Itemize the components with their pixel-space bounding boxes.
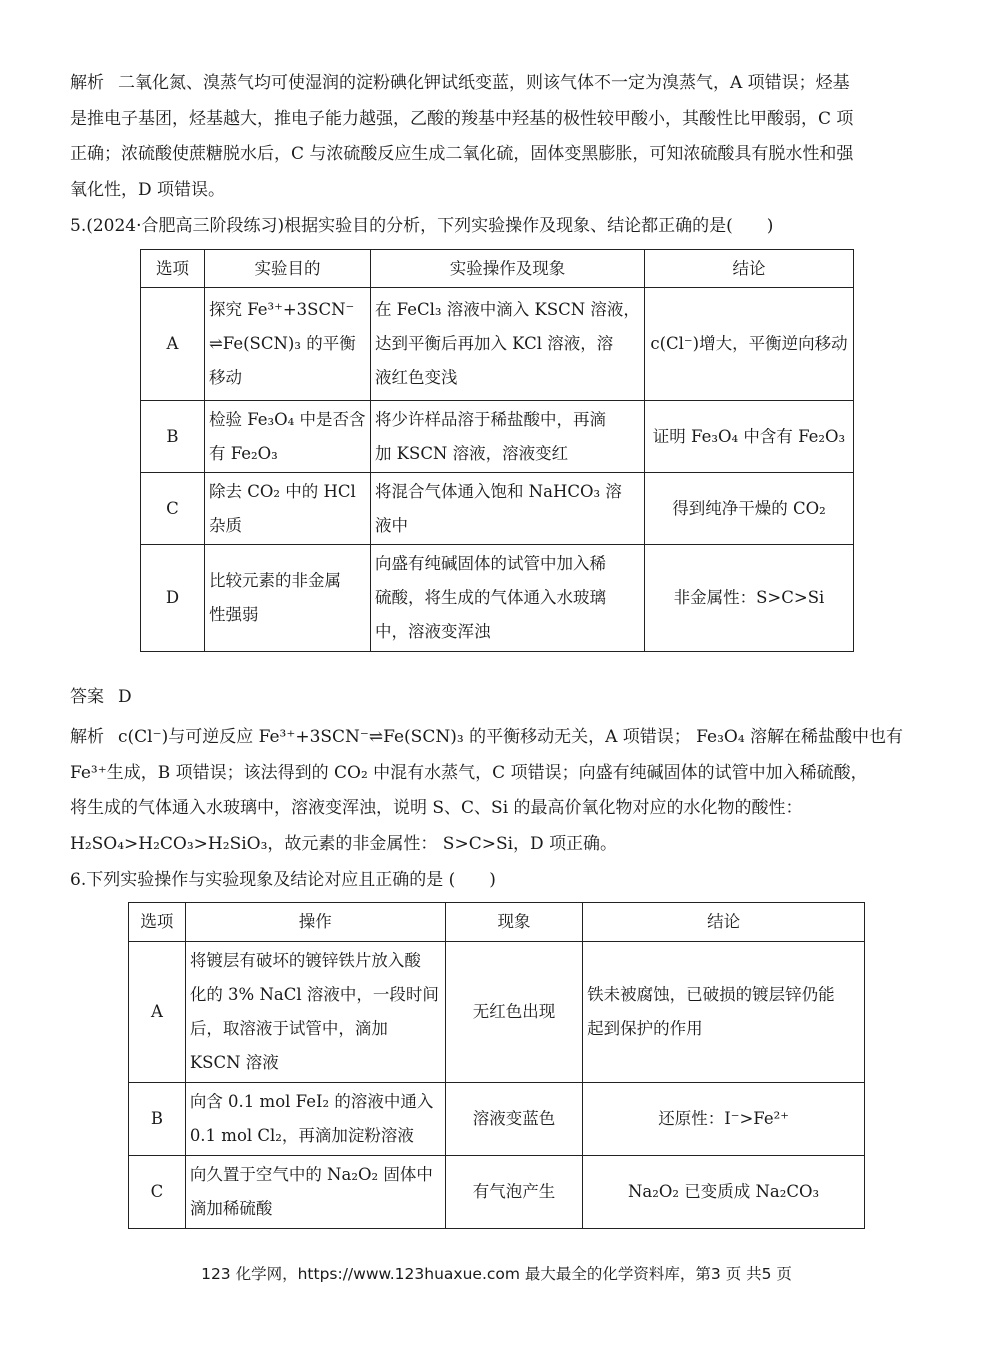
table-row bbox=[129, 1083, 865, 1156]
analysis-line: H₂SO₄>H₂CO₃>H₂SiO₃，故元素的非金属性： S>C>Si，D 项正确。 bbox=[70, 833, 618, 854]
option-cell: C bbox=[141, 473, 205, 545]
operation-cell: 向含 0.1 mol FeI₂ 的溶液中通入 0.1 mol Cl₂，再滴加淀粉溶液 bbox=[185, 1083, 445, 1156]
option-cell: B bbox=[129, 1083, 186, 1156]
phenomenon-cell: 无红色出现 bbox=[445, 942, 582, 1083]
analysis-label: 解析 bbox=[70, 727, 104, 747]
header-cell: 结论 bbox=[583, 903, 865, 942]
purpose-cell: 探究 Fe³⁺+3SCN⁻ ⇌Fe(SCN)₃ 的平衡 移动 bbox=[204, 288, 370, 401]
conclusion-cell: c(Cl⁻)增大，平衡逆向移动 bbox=[644, 288, 853, 401]
operation-cell: 在 FeCl₃ 溶液中滴入 KSCN 溶液， 达到平衡后再加入 KCl 溶液，溶 液红色变浅 bbox=[370, 288, 644, 401]
conclusion-cell: 铁未被腐蚀，已破损的镀层锌仍能 起到保护的作用 bbox=[583, 942, 865, 1083]
conclusion-cell: 证明 Fe₃O₄ 中含有 Fe₂O₃ bbox=[644, 401, 853, 473]
analysis-line: 氧化性，D 项错误。 bbox=[70, 179, 226, 200]
analysis-paragraph-2 bbox=[70, 720, 920, 862]
header-cell: 结论 bbox=[644, 250, 853, 288]
operation-cell: 将镀层有破坏的镀锌铁片放入酸 化的 3% NaCl 溶液中，一段时间 后，取溶液于试管中，滴加 KSCN 溶液 bbox=[185, 942, 445, 1083]
header-cell: 实验目的 bbox=[204, 250, 370, 288]
purpose-cell: 比较元素的非金属 性强弱 bbox=[204, 545, 370, 652]
phenomenon-cell: 溶液变蓝色 bbox=[445, 1083, 582, 1156]
header-cell: 现象 bbox=[445, 903, 582, 942]
option-cell: C bbox=[129, 1156, 186, 1229]
conclusion-cell: 还原性：I⁻>Fe²⁺ bbox=[583, 1083, 865, 1156]
analysis-line: 将生成的气体通入水玻璃中，溶液变浑浊，说明 S、C、Si 的最高价氧化物对应的水化物的酸性： bbox=[70, 798, 803, 818]
question-6-table bbox=[128, 902, 865, 1229]
question-5-table bbox=[140, 249, 854, 652]
answer-line bbox=[70, 680, 132, 714]
phenomenon-cell: 有气泡产生 bbox=[445, 1156, 582, 1229]
table-row bbox=[129, 942, 865, 1083]
analysis-line: c(Cl⁻)与可逆反应 Fe³⁺+3SCN⁻⇌Fe(SCN)₃ 的平衡移动无关，A 项错误； Fe₃O₄ 溶解在稀盐酸中也有 bbox=[118, 727, 904, 747]
operation-cell: 将混合气体通入饱和 NaHCO₃ 溶 液中 bbox=[370, 473, 644, 545]
table-header-row bbox=[129, 903, 865, 942]
header-cell: 选项 bbox=[141, 250, 205, 288]
question-6-stem: 6.下列实验操作与实验现象及结论对应且正确的是 ( ) bbox=[70, 870, 496, 890]
option-cell: A bbox=[129, 942, 186, 1083]
page-footer: 123 化学网，https://www.123huaxue.com 最大最全的化学资料库，第3 页 共5 页 bbox=[201, 1265, 792, 1283]
analysis-line: 二氧化氮、溴蒸气均可使湿润的淀粉碘化钾试纸变蓝，则该气体不一定为溴蒸气，A 项错误；烃基 bbox=[118, 73, 850, 93]
conclusion-cell: 非金属性：S>C>Si bbox=[644, 545, 853, 652]
table-row bbox=[141, 473, 854, 545]
answer-value: D bbox=[118, 687, 132, 707]
header-cell: 操作 bbox=[185, 903, 445, 942]
header-cell: 选项 bbox=[129, 903, 186, 942]
table-row bbox=[129, 1156, 865, 1229]
answer-label: 答案 bbox=[70, 687, 104, 707]
analysis-line: Fe³⁺生成，B 项错误；该法得到的 CO₂ 中混有水蒸气，C 项错误；向盛有纯碱固体的试管中加入稀硫酸， bbox=[70, 762, 868, 783]
purpose-cell: 检验 Fe₃O₄ 中是否含 有 Fe₂O₃ bbox=[204, 401, 370, 473]
operation-cell: 将少许样品溶于稀盐酸中，再滴 加 KSCN 溶液，溶液变红 bbox=[370, 401, 644, 473]
option-cell: D bbox=[141, 545, 205, 652]
analysis-paragraph-1 bbox=[70, 66, 920, 208]
conclusion-cell: Na₂O₂ 已变质成 Na₂CO₃ bbox=[583, 1156, 865, 1229]
table-row bbox=[141, 288, 854, 401]
operation-cell: 向久置于空气中的 Na₂O₂ 固体中 滴加稀硫酸 bbox=[185, 1156, 445, 1229]
operation-cell: 向盛有纯碱固体的试管中加入稀 硫酸，将生成的气体通入水玻璃 中，溶液变浑浊 bbox=[370, 545, 644, 652]
analysis-line: 正确；浓硫酸使蔗糖脱水后，C 与浓硫酸反应生成二氧化硫，固体变黑膨胀，可知浓硫酸具有脱水性和强 bbox=[70, 144, 854, 164]
table-row bbox=[141, 401, 854, 473]
analysis-line: 是推电子基团，烃基越大，推电子能力越强，乙酸的羧基中羟基的极性较甲酸小，其酸性比甲酸弱，C 项 bbox=[70, 108, 854, 129]
header-cell: 实验操作及现象 bbox=[370, 250, 644, 288]
analysis-label: 解析 bbox=[70, 73, 104, 93]
question-5-stem: 5.(2024·合肥高三阶段练习)根据实验目的分析，下列实验操作及现象、结论都正确的是( ) bbox=[70, 216, 774, 236]
conclusion-cell: 得到纯净干燥的 CO₂ bbox=[644, 473, 853, 545]
table-row bbox=[141, 545, 854, 652]
option-cell: B bbox=[141, 401, 205, 473]
table-header-row bbox=[141, 250, 854, 288]
purpose-cell: 除去 CO₂ 中的 HCl 杂质 bbox=[204, 473, 370, 545]
option-cell: A bbox=[141, 288, 205, 401]
